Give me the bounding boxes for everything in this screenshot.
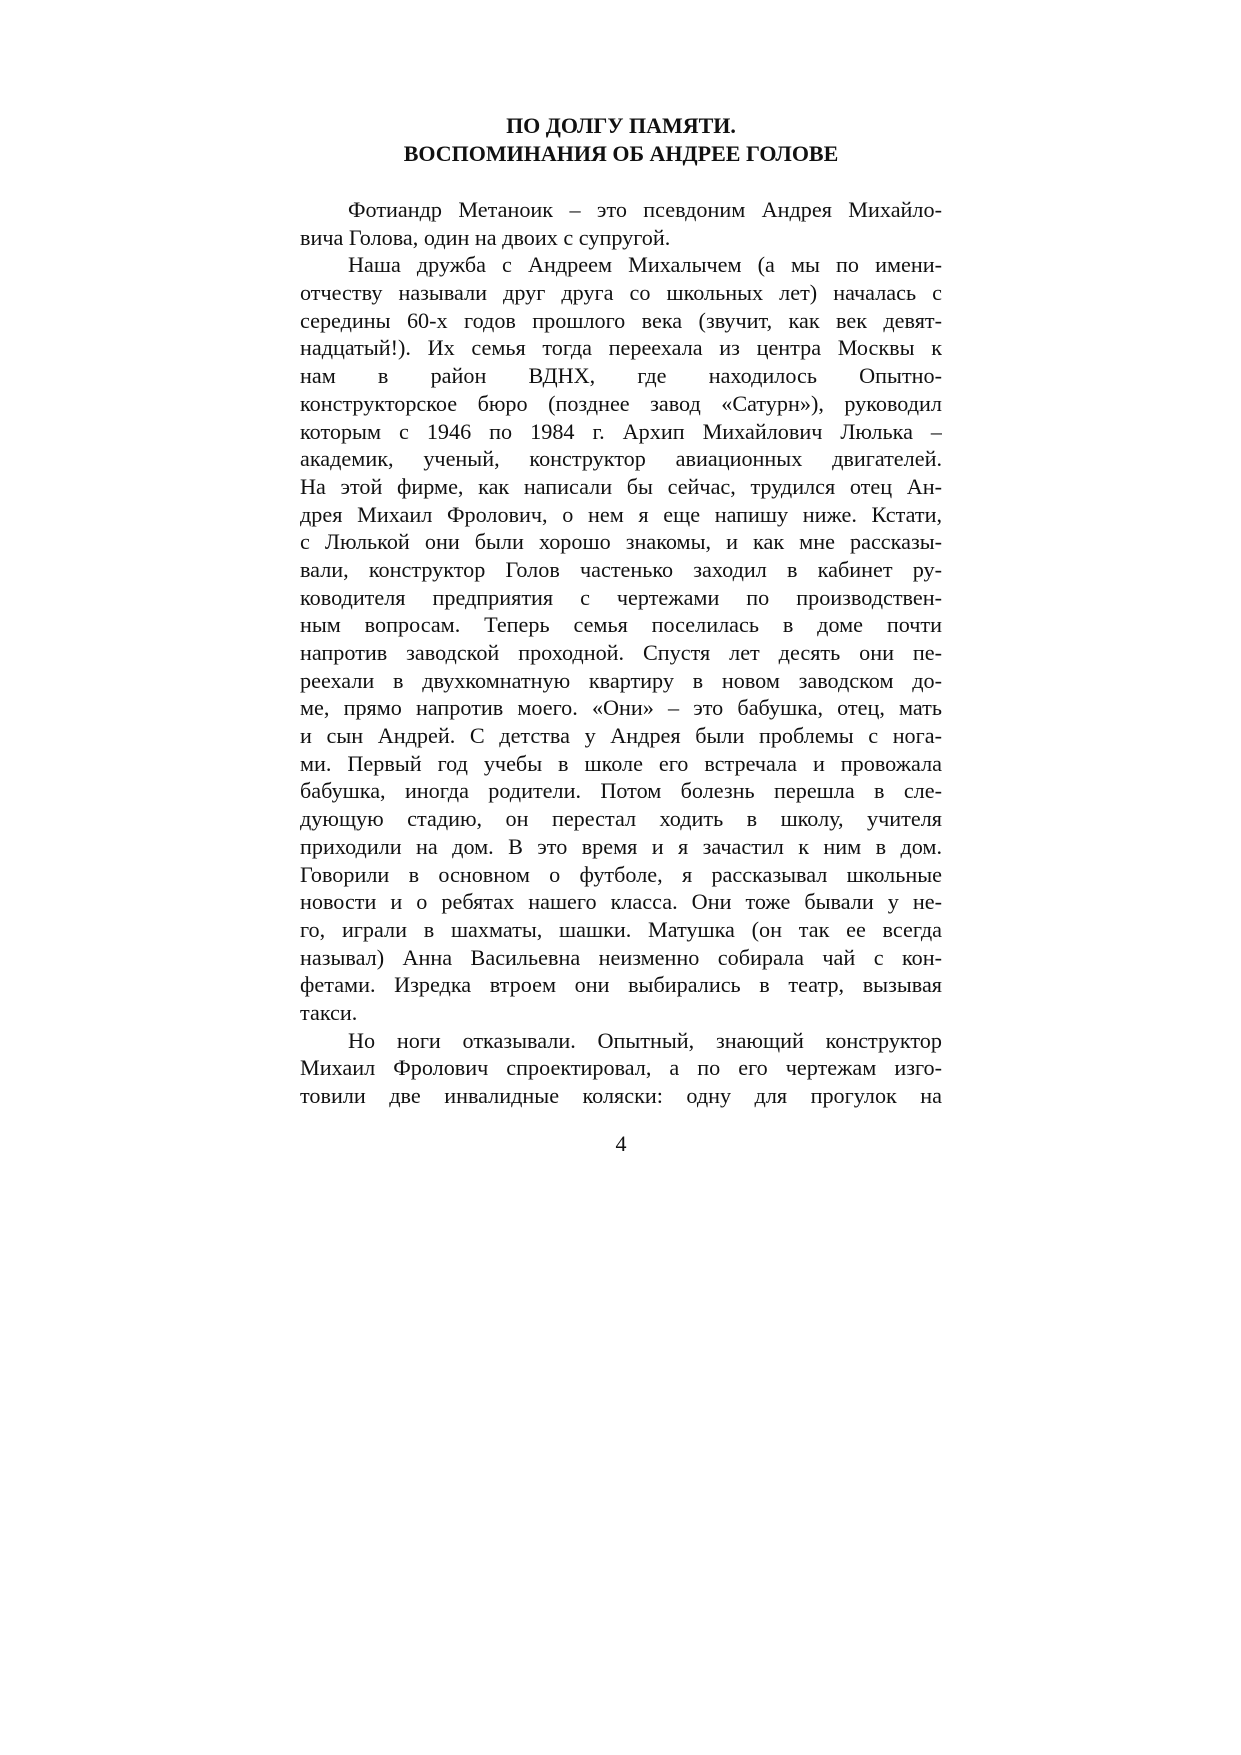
text-line: напротив заводской проходной. Спустя лет десять они пе- xyxy=(300,640,942,665)
text-line: товили две инвалидные коляски: одну для прогулок на xyxy=(300,1083,942,1108)
text-line: Фотиандр Метаноик – это псевдоним Андрея Михайло- xyxy=(348,197,942,222)
text-line: которым с 1946 по 1984 г. Архип Михайлович Люлька – xyxy=(300,418,942,444)
page-number: 4 xyxy=(615,1131,627,1156)
text-line: середины 60-х годов прошлого века (звучит, как век девят- xyxy=(300,307,942,333)
title-line-1: ПО ДОЛГУ ПАМЯТИ. xyxy=(506,113,736,138)
text-line: ми. Первый год учебы в школе его встречала и провожала xyxy=(300,750,942,776)
text-line: фетами. Изредка втроем они выбирались в театр, вызывая xyxy=(300,972,942,998)
text-line: бабушка, иногда родители. Потом болезнь перешла в сле- xyxy=(300,778,942,804)
title-line-2: ВОСПОМИНАНИЯ ОБ АНДРЕЕ ГОЛОВЕ xyxy=(403,141,839,166)
text-line: надцатый!). Их семья тогда переехала из центра Москвы к xyxy=(300,335,942,361)
text-line: такси. xyxy=(300,999,358,1025)
text-line: го, играли в шахматы, шашки. Матушка (он так ее всегда xyxy=(300,916,942,942)
text-line: На этой фирме, как написали бы сейчас, трудился отец Ан- xyxy=(300,473,942,499)
text-line: отчеству называли друг друга со школьных лет) началась с xyxy=(300,280,942,306)
text-line: дующую стадию, он перестал ходить в школу, учителя xyxy=(300,806,942,832)
text-line: ководителя предприятия с чертежами по производствен- xyxy=(300,584,942,610)
text-line: академик, ученый, конструктор авиационных двигателей. xyxy=(300,446,942,472)
text-line: дрея Михаил Фролович, о нем я еще напишу ниже. Кстати, xyxy=(300,501,942,527)
text-line: с Люлькой они были хорошо знакомы, и как мне рассказы- xyxy=(300,529,942,555)
text-line: Говорили в основном о футболе, я рассказывал школьные xyxy=(300,861,942,887)
text-line: вали, конструктор Голов частенько заходил в кабинет ру- xyxy=(300,556,942,582)
text-line: нам в район ВДНХ, где находилось Опытно- xyxy=(300,363,942,389)
text-line: ме, прямо напротив моего. «Они» – это бабушка, отец, мать xyxy=(300,695,942,721)
text-line: вича Голова, один на двоих с супругой. xyxy=(300,224,671,250)
text-line: Михаил Фролович спроектировал, а по его чертежам изго- xyxy=(300,1055,942,1081)
text-line: конструкторское бюро (позднее завод «Сатурн»), руководил xyxy=(300,390,942,416)
body-text xyxy=(300,196,942,1110)
text-line: и сын Андрей. С детства у Андрея были проблемы с нога- xyxy=(300,723,942,749)
text-line: новости и о ребятах нашего класса. Они тоже бывали у не- xyxy=(300,889,942,915)
text-line: называл) Анна Васильевна неизменно собирала чай с кон- xyxy=(300,944,942,970)
text-line: приходили на дом. В это время и я зачастил к ним в дом. xyxy=(300,833,942,859)
page-title xyxy=(300,112,942,168)
text-line: Но ноги отказывали. Опытный, знающий конструктор xyxy=(348,1027,942,1053)
text-line: реехали в двухкомнатную квартиру в новом заводском до- xyxy=(300,667,942,693)
text-line: Наша дружба с Андреем Михалычем (а мы по имени- xyxy=(348,252,942,278)
text-line: ным вопросам. Теперь семья поселилась в доме почти xyxy=(300,612,942,638)
